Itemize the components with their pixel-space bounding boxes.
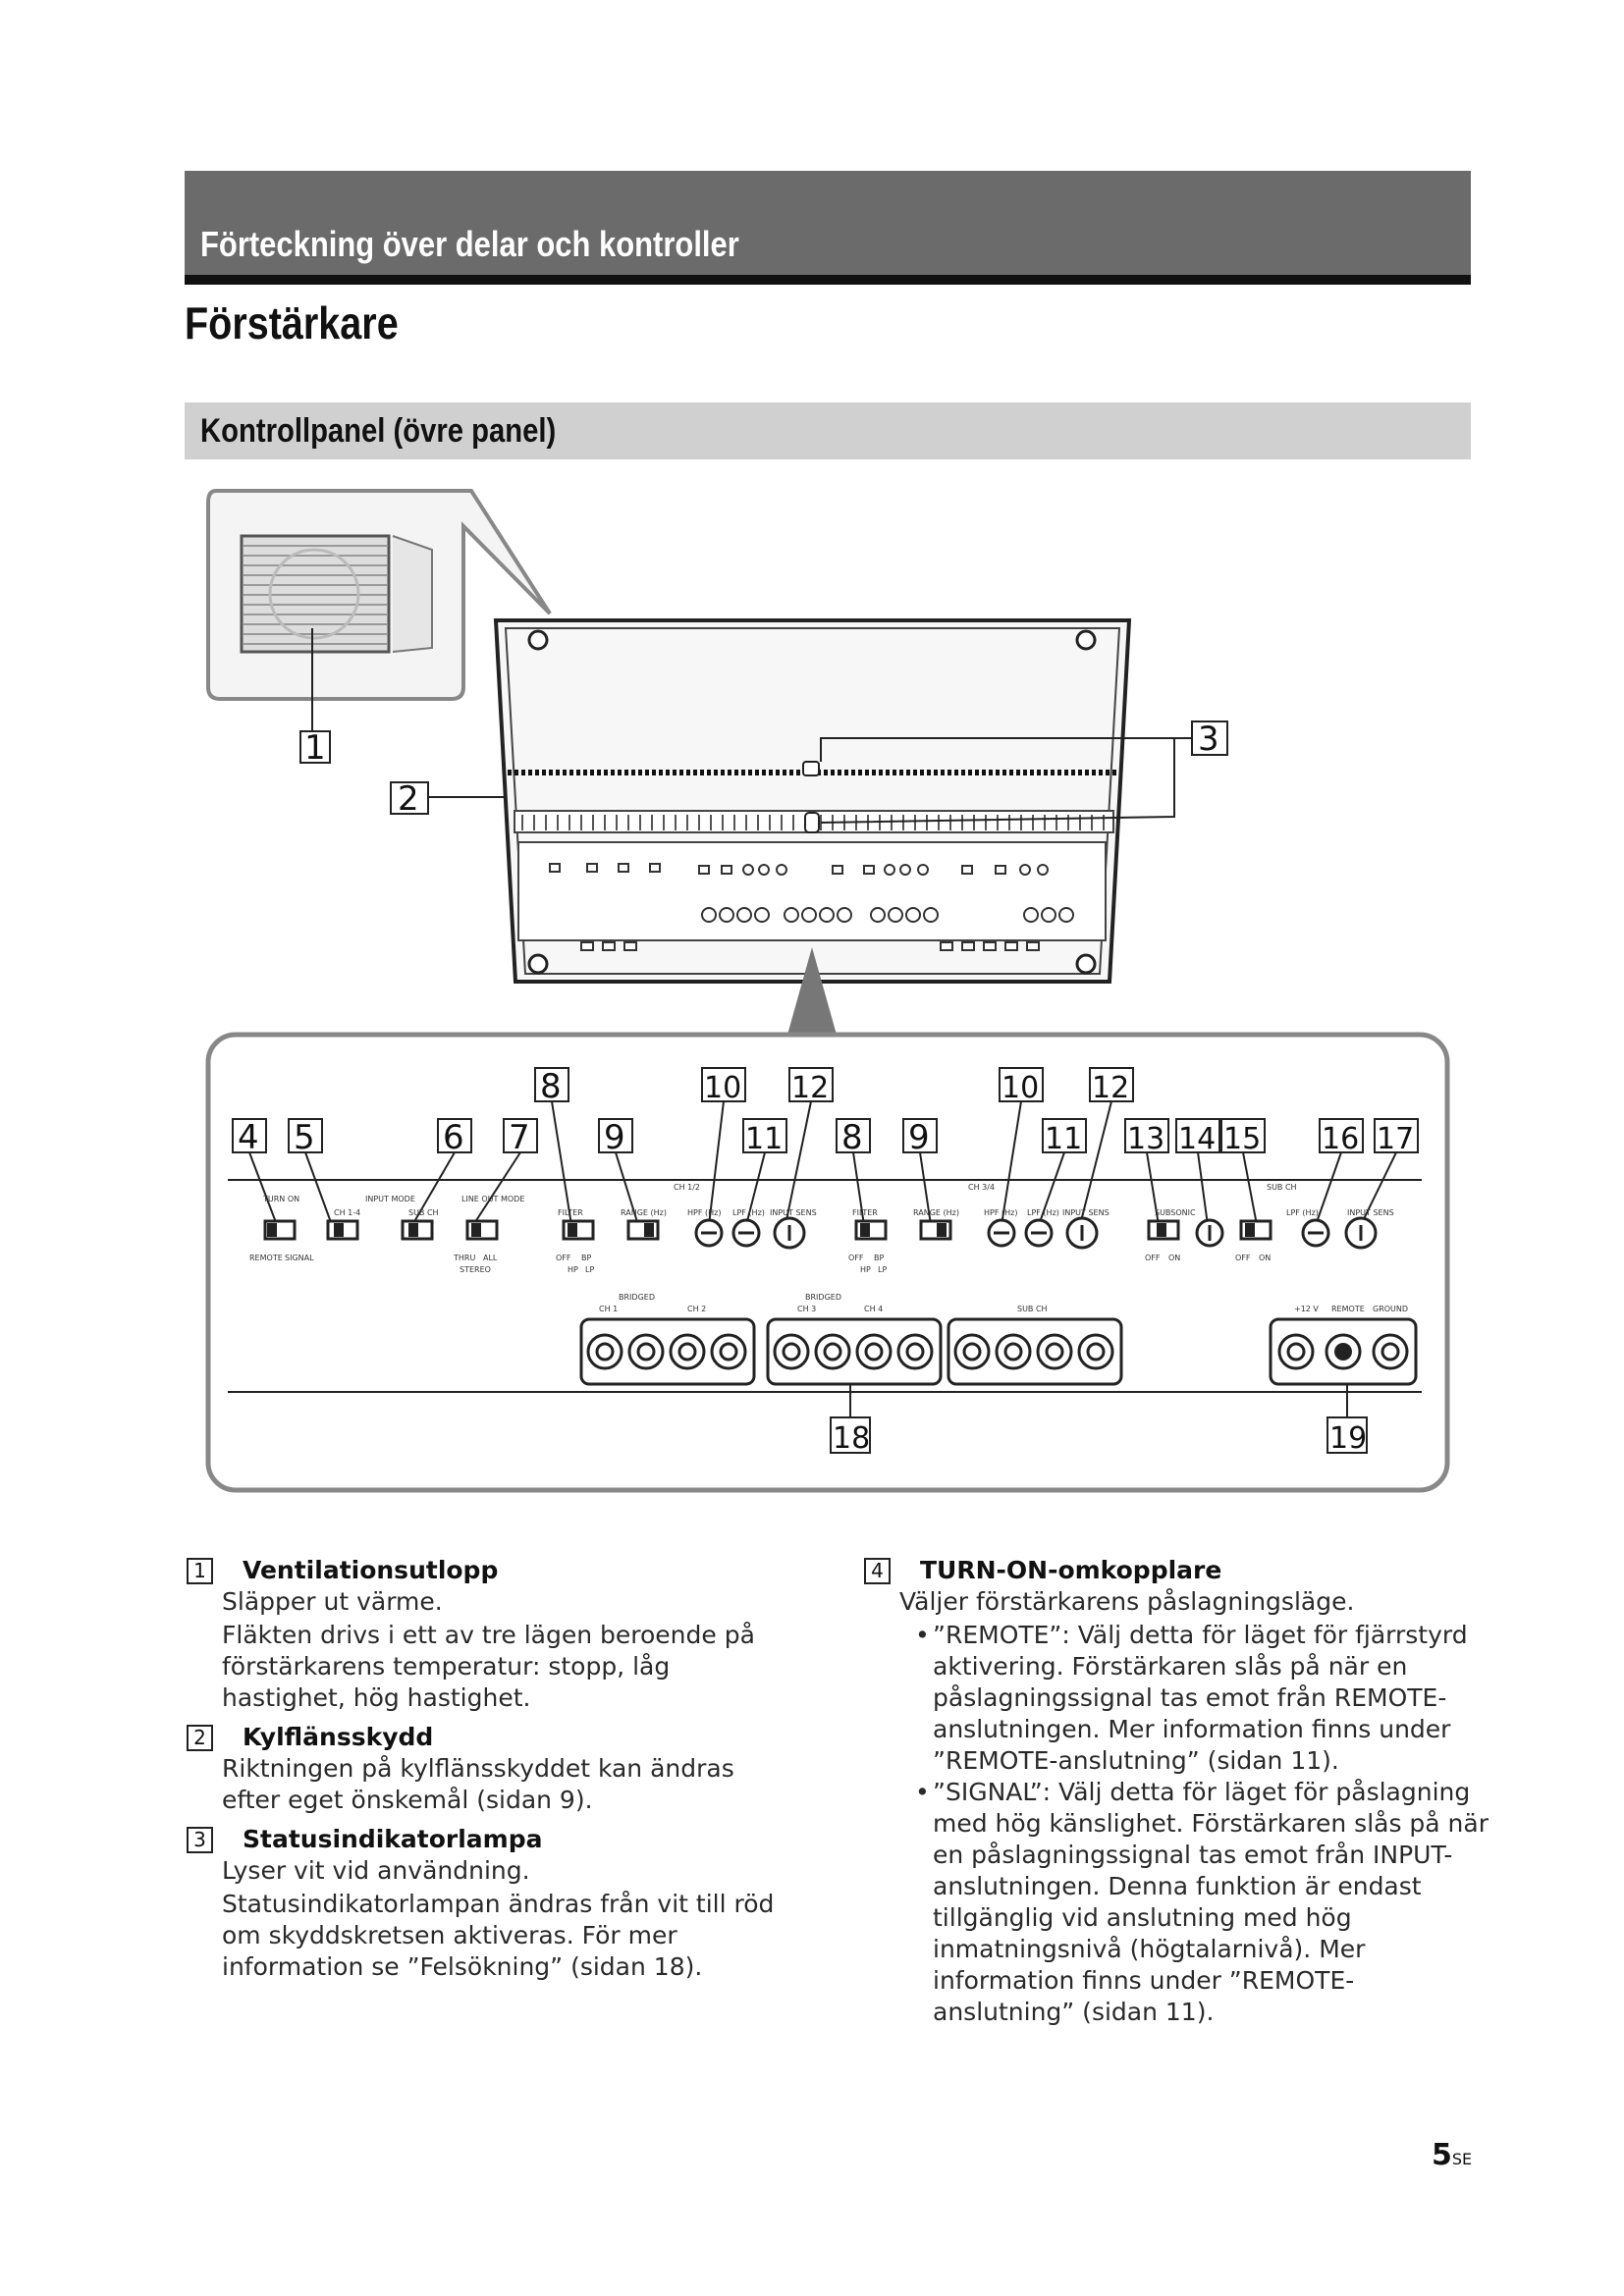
svg-text:14: 14 bbox=[1178, 1122, 1217, 1156]
svg-text:LINE OUT MODE: LINE OUT MODE bbox=[461, 1195, 525, 1203]
item-number: 4 bbox=[864, 1558, 891, 1584]
svg-text:INPUT SENS: INPUT SENS bbox=[1062, 1208, 1110, 1217]
svg-text:RANGE (Hz): RANGE (Hz) bbox=[621, 1208, 667, 1217]
svg-text:16: 16 bbox=[1322, 1122, 1360, 1156]
svg-text:2: 2 bbox=[398, 779, 419, 819]
svg-text:4: 4 bbox=[238, 1118, 259, 1157]
svg-text:15: 15 bbox=[1223, 1122, 1262, 1156]
item-turn-on-switch bbox=[864, 1555, 1492, 2028]
svg-text:3: 3 bbox=[1198, 720, 1219, 759]
svg-text:SUB CH: SUB CH bbox=[1017, 1305, 1048, 1313]
svg-text:HP: HP bbox=[860, 1265, 871, 1274]
left-column bbox=[187, 1555, 795, 1989]
svg-text:RANGE (Hz): RANGE (Hz) bbox=[913, 1208, 959, 1217]
svg-text:GROUND: GROUND bbox=[1373, 1305, 1409, 1313]
svg-text:12: 12 bbox=[1092, 1071, 1130, 1105]
svg-text:17: 17 bbox=[1377, 1122, 1415, 1156]
svg-text:OFF: OFF bbox=[1235, 1254, 1251, 1262]
svg-text:INPUT SENS: INPUT SENS bbox=[770, 1208, 817, 1217]
item-text: Släpper ut värme. bbox=[222, 1587, 443, 1616]
svg-text:FILTER: FILTER bbox=[558, 1208, 583, 1217]
svg-text:8: 8 bbox=[540, 1067, 562, 1106]
item-title: Ventilationsutlopp bbox=[243, 1556, 499, 1584]
svg-text:LPF (Hz): LPF (Hz) bbox=[1286, 1208, 1319, 1217]
bullet-list bbox=[899, 1620, 1492, 2028]
item-text: Lyser vit vid användning. bbox=[222, 1856, 530, 1885]
svg-text:6: 6 bbox=[443, 1118, 464, 1157]
svg-text:CH 3/4: CH 3/4 bbox=[968, 1183, 996, 1192]
svg-text:SUB CH: SUB CH bbox=[1267, 1183, 1297, 1192]
svg-text:HPF (Hz): HPF (Hz) bbox=[687, 1208, 722, 1217]
svg-text:ALL: ALL bbox=[483, 1254, 498, 1262]
svg-text:ON: ON bbox=[1168, 1254, 1181, 1262]
svg-text:9: 9 bbox=[908, 1118, 930, 1157]
svg-text:INPUT SENS: INPUT SENS bbox=[1347, 1208, 1394, 1217]
item-status-indicator bbox=[187, 1824, 795, 1983]
svg-text:LP: LP bbox=[585, 1265, 595, 1274]
svg-text:1: 1 bbox=[304, 728, 326, 768]
svg-text:CH 1-4: CH 1-4 bbox=[334, 1208, 361, 1217]
svg-text:TURN ON: TURN ON bbox=[263, 1195, 300, 1203]
svg-text:13: 13 bbox=[1127, 1122, 1165, 1156]
page-number: 5SE bbox=[1432, 2138, 1473, 2172]
enlarged-panel bbox=[208, 1035, 1447, 1490]
svg-text:CH 2: CH 2 bbox=[687, 1305, 707, 1313]
callout-2 bbox=[391, 779, 520, 819]
svg-text:BRIDGED: BRIDGED bbox=[805, 1293, 841, 1302]
svg-text:CH 1: CH 1 bbox=[599, 1305, 619, 1313]
svg-text:ON: ON bbox=[1259, 1254, 1272, 1262]
right-column bbox=[864, 1555, 1492, 2034]
item-heatsink-cover bbox=[187, 1722, 795, 1816]
item-text: Riktningen på kylflänsskyddet kan ändras efter eget önskemål (sidan 9). bbox=[222, 1754, 734, 1814]
svg-text:FILTER: FILTER bbox=[852, 1208, 878, 1217]
item-number: 2 bbox=[187, 1725, 213, 1751]
svg-text:BRIDGED: BRIDGED bbox=[619, 1293, 655, 1302]
svg-text:SUB CH: SUB CH bbox=[408, 1208, 439, 1217]
svg-text:18: 18 bbox=[833, 1421, 871, 1456]
item-number: 3 bbox=[187, 1827, 213, 1853]
item-title: Kylflänsskydd bbox=[243, 1723, 434, 1751]
svg-text:+12 V: +12 V bbox=[1294, 1305, 1319, 1313]
svg-text:LPF (Hz): LPF (Hz) bbox=[732, 1208, 765, 1217]
page-title: Förstärkare bbox=[185, 297, 399, 348]
svg-text:REMOTE: REMOTE bbox=[249, 1254, 283, 1262]
svg-text:11: 11 bbox=[1045, 1122, 1083, 1156]
svg-text:HPF (Hz): HPF (Hz) bbox=[984, 1208, 1018, 1217]
svg-text:10: 10 bbox=[704, 1071, 742, 1105]
svg-text:5: 5 bbox=[294, 1118, 315, 1157]
item-text: Väljer förstärkarens påslagningsläge. bbox=[899, 1587, 1355, 1616]
svg-text:7: 7 bbox=[509, 1118, 530, 1157]
svg-text:REMOTE: REMOTE bbox=[1331, 1305, 1365, 1313]
bullet-signal: • ”SIGNAL”: Välj detta för läget för påslagning med hög känslighet. Förstärkaren slås på när en påslagningssignal tas emot från INPUT-anslutningen. Denna funktion är endast tillgänglig vid anslutning med hög inmatningsnivå (högtalarnivå). Mer information finns under ”REMOTE-anslutning” (sidan 11). bbox=[919, 1777, 1492, 2028]
svg-text:LP: LP bbox=[878, 1265, 888, 1274]
svg-text:CH 3: CH 3 bbox=[797, 1305, 817, 1313]
section-title: Förteckning över delar och kontroller bbox=[200, 224, 739, 264]
callout-1 bbox=[300, 728, 330, 768]
item-title: Statusindikatorlampa bbox=[243, 1825, 543, 1853]
svg-text:LPF (Hz): LPF (Hz) bbox=[1027, 1208, 1059, 1217]
svg-text:SIGNAL: SIGNAL bbox=[285, 1254, 314, 1262]
bullet-remote: • ”REMOTE”: Välj detta för läget för fjärrstyrd aktivering. Förstärkaren slås på när en påslagningssignal tas emot från REMOTE-anslutningen. Mer information finns under ”REMOTE-anslutning” (sidan 11). bbox=[919, 1620, 1492, 1777]
svg-text:11: 11 bbox=[745, 1122, 784, 1156]
item-text: Statusindikatorlampan ändras från vit till röd om skyddskretsen aktiveras. För mer information se ”Felsökning” (sidan 18). bbox=[222, 1890, 775, 1981]
svg-text:SUBSONIC: SUBSONIC bbox=[1155, 1208, 1196, 1217]
item-ventilation-outlet bbox=[187, 1555, 795, 1714]
item-title: TURN-ON-omkopplare bbox=[920, 1556, 1222, 1584]
amplifier-body bbox=[496, 620, 1129, 982]
svg-text:INPUT MODE: INPUT MODE bbox=[365, 1195, 415, 1203]
svg-text:OFF: OFF bbox=[556, 1254, 571, 1262]
svg-text:12: 12 bbox=[791, 1071, 830, 1105]
svg-text:THRU: THRU bbox=[454, 1254, 476, 1262]
svg-text:BP: BP bbox=[581, 1254, 592, 1262]
svg-text:STEREO: STEREO bbox=[460, 1265, 491, 1274]
svg-text:BP: BP bbox=[874, 1254, 885, 1262]
svg-text:8: 8 bbox=[841, 1118, 863, 1157]
svg-text:9: 9 bbox=[604, 1118, 625, 1157]
svg-text:19: 19 bbox=[1329, 1421, 1368, 1456]
svg-text:10: 10 bbox=[1001, 1071, 1040, 1105]
svg-text:CH 1/2: CH 1/2 bbox=[674, 1183, 701, 1192]
svg-text:HP: HP bbox=[568, 1265, 578, 1274]
item-text: Fläkten drivs i ett av tre lägen beroende på förstärkarens temperatur: stopp, låg hastighet, hög hastighet. bbox=[222, 1621, 755, 1712]
svg-text:OFF: OFF bbox=[1145, 1254, 1161, 1262]
subsection-title: Kontrollpanel (övre panel) bbox=[200, 412, 557, 450]
svg-text:OFF: OFF bbox=[848, 1254, 864, 1262]
svg-text:CH 4: CH 4 bbox=[864, 1305, 884, 1313]
item-number: 1 bbox=[187, 1558, 213, 1584]
